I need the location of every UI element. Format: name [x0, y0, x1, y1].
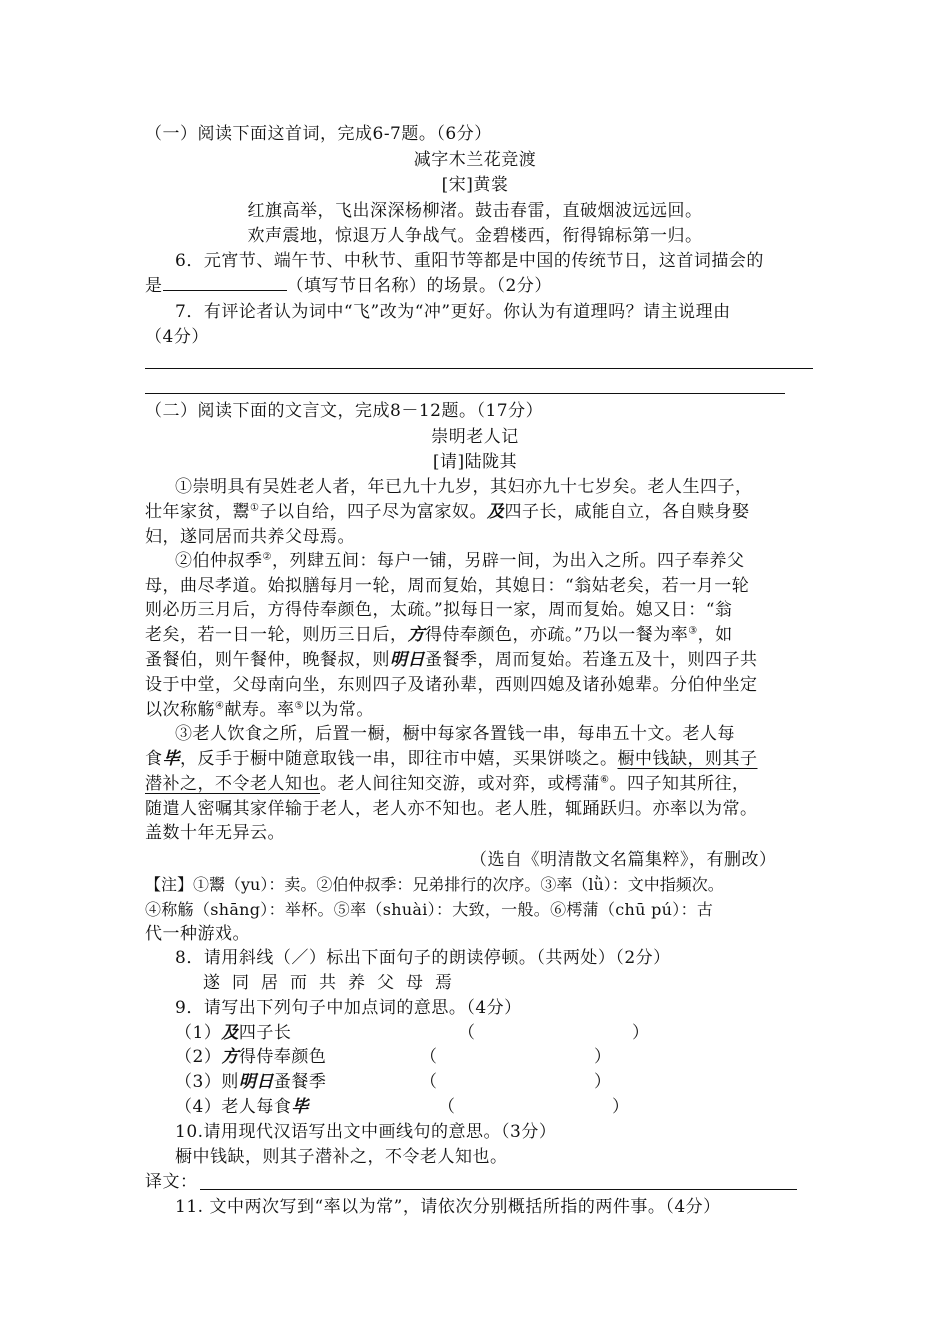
- question-6: 6．元宵节、端午节、中秋节、重阳节等都是中国的传统节日，这首词描会的: [175, 251, 764, 271]
- underlined-sentence-part2: 潜补之，不令老人知也: [145, 774, 320, 794]
- paragraph-1-line-1: ①崇明具有吴姓老人者，年已九十九岁，其妇亦九十七岁矣。老人生四子，: [175, 477, 753, 497]
- question-6-cont: [145, 274, 552, 298]
- q9-answer-3-close: ）: [594, 1072, 612, 1092]
- question-7-points: （4分）: [145, 327, 209, 347]
- q6-answer-blank[interactable]: [163, 276, 287, 291]
- q9-answer-2-close: ）: [594, 1047, 612, 1067]
- poem-author: [宋]黄裳: [441, 175, 509, 195]
- poem-line-1: 红旗高举，飞出深深杨柳渚。鼓击春雷，直破烟波远远回。: [247, 201, 703, 221]
- paragraph-2-line-3: 则必历三月后，方得侍奉颜色，太疏。”拟每日一家，周而复始。媳又日：“翁: [145, 600, 733, 620]
- q9-answer-3-open[interactable]: （: [420, 1072, 438, 1092]
- poem-line-2: 欢声震地，惊退万人争战气。金碧楼西，衔得锦标第一归。: [247, 226, 703, 246]
- underlined-sentence-part1: 橱中钱缺，则其子: [617, 749, 758, 769]
- q9-answer-4-open[interactable]: （: [438, 1097, 456, 1117]
- question-8: 8．请用斜线（／）标出下面句子的朗读停顿。（共两处）（2分）: [175, 948, 671, 968]
- paragraph-2-line-7: 以次称觞④献寿。率⑤以为常。: [145, 700, 374, 720]
- q9-answer-4-close: ）: [612, 1097, 630, 1117]
- paragraph-3-line-4: 随遣人密嘱其家佯输于老人，老人亦不知也。老人胜，辄踊跃归。亦率以为常。: [145, 799, 758, 819]
- essay-author: [请]陆陇其: [432, 452, 518, 472]
- paragraph-2-line-1: ②伯仲叔季②，列肆五间：每户一铺，另辟一间，为出入之所。四子奉养父: [175, 551, 745, 571]
- question-10-sentence: 橱中钱缺，则其子潜补之，不令老人知也。: [175, 1147, 508, 1167]
- emphasis-fang: 方: [407, 625, 425, 645]
- emphasis-ji: 及: [486, 502, 505, 522]
- source-citation: （选自《明清散文名篇集粹》，有删改）: [470, 850, 777, 870]
- notes-line-1: 【注】①鬻（yu）：卖。②伯仲叔季：兄弟排行的次序。③率（lǜ）：文中指频次。: [145, 875, 724, 894]
- q9-answer-1-open[interactable]: （: [458, 1023, 476, 1043]
- q6-prefix: 是: [145, 276, 163, 296]
- emphasis-bi: 毕: [162, 749, 180, 769]
- q6-suffix: （填写节日名称）的场景。（2分）: [286, 276, 552, 296]
- paragraph-3-line-3: 潜补之，不令老人知也。老人间往知交游，或对弈，或樗蒲⑥。四子知其所往，: [145, 774, 750, 794]
- paragraph-3-line-2: 食毕，反手于橱中随意取钱一串，即往市中嬉，买果饼啖之。橱中钱缺，则其子: [145, 749, 758, 769]
- q7-answer-line-2[interactable]: [145, 393, 785, 394]
- paragraph-1-line-2: 壮年家贫，鬻①子以自给，四子尽为富家奴。及四子长，咸能自立，各自赎身娶: [145, 502, 750, 522]
- q7-answer-line-1[interactable]: [145, 368, 813, 369]
- q9-item-2: （2）方得侍奉颜色: [175, 1047, 327, 1067]
- paragraph-2-line-5: 蚤餐伯，则午餐仲，晚餐叔，则明日蚤餐季，周而复始。若逢五及十，则四子共: [145, 650, 758, 670]
- question-9: 9．请写出下列句子中加点词的意思。（4分）: [175, 998, 522, 1018]
- translation-label: 译文：: [145, 1172, 198, 1192]
- q9-answer-1-close: ）: [632, 1023, 650, 1043]
- paragraph-3-line-1: ③老人饮食之所，后置一橱，橱中每家各置钱一串，每串五十文。老人每: [175, 724, 735, 744]
- essay-title: 崇明老人记: [431, 427, 519, 447]
- section1-heading: （一）阅读下面这首词，完成6-7题。（6分）: [145, 124, 492, 144]
- question-11: 11. 文中两次写到“率以为常”，请依次分别概括所指的两件事。（4分）: [175, 1197, 721, 1217]
- paragraph-2-line-4: 老矣，若一日一轮，则历三日后，方得侍奉颜色，亦疏。”乃以一餐为率③，如: [145, 625, 733, 645]
- question-10: 10.请用现代汉语写出文中画线句的意思。（3分）: [175, 1122, 557, 1142]
- poem-title: 减字木兰花竞渡: [413, 150, 537, 170]
- question-7: 7．有评论者认为词中“飞”改为“冲”更好。你认为有道理吗？请主说理由: [175, 302, 731, 322]
- q9-item-3: （3）则明日蚤餐季: [175, 1072, 327, 1092]
- translation-answer-line[interactable]: [200, 1189, 797, 1190]
- emphasis-mingri: 明日: [390, 650, 425, 670]
- notes-line-2: ④称觞（shāng）：举杯。⑤率（shuài）：大致，一般。⑥樗蒲（chū pú）：古: [145, 900, 714, 919]
- paragraph-3-line-5: 盖数十年无异云。: [145, 823, 285, 843]
- q9-item-4: （4）老人每食毕: [175, 1097, 309, 1117]
- q9-item-1: （1）及四子长: [175, 1023, 292, 1043]
- q9-answer-2-open[interactable]: （: [420, 1047, 438, 1067]
- question-8-sentence: 遂同居而共养父母焉: [203, 973, 464, 993]
- paragraph-1-line-3: 妇，遂同居而共养父母焉。: [145, 527, 355, 547]
- paragraph-2-line-2: 母，曲尽孝道。始拟膳每月一轮，周而复始，其媳日：“翁姑老矣，若一月一轮: [145, 576, 750, 596]
- section2-heading: （二）阅读下面的文言文，完成8－12题。（17分）: [145, 401, 544, 421]
- paragraph-2-line-6: 设于中堂，父母南向坐，东则四子及诸孙辈，西则四媳及诸孙媳辈。分伯仲坐定: [145, 675, 758, 695]
- notes-line-3: 代一种游戏。: [145, 924, 250, 944]
